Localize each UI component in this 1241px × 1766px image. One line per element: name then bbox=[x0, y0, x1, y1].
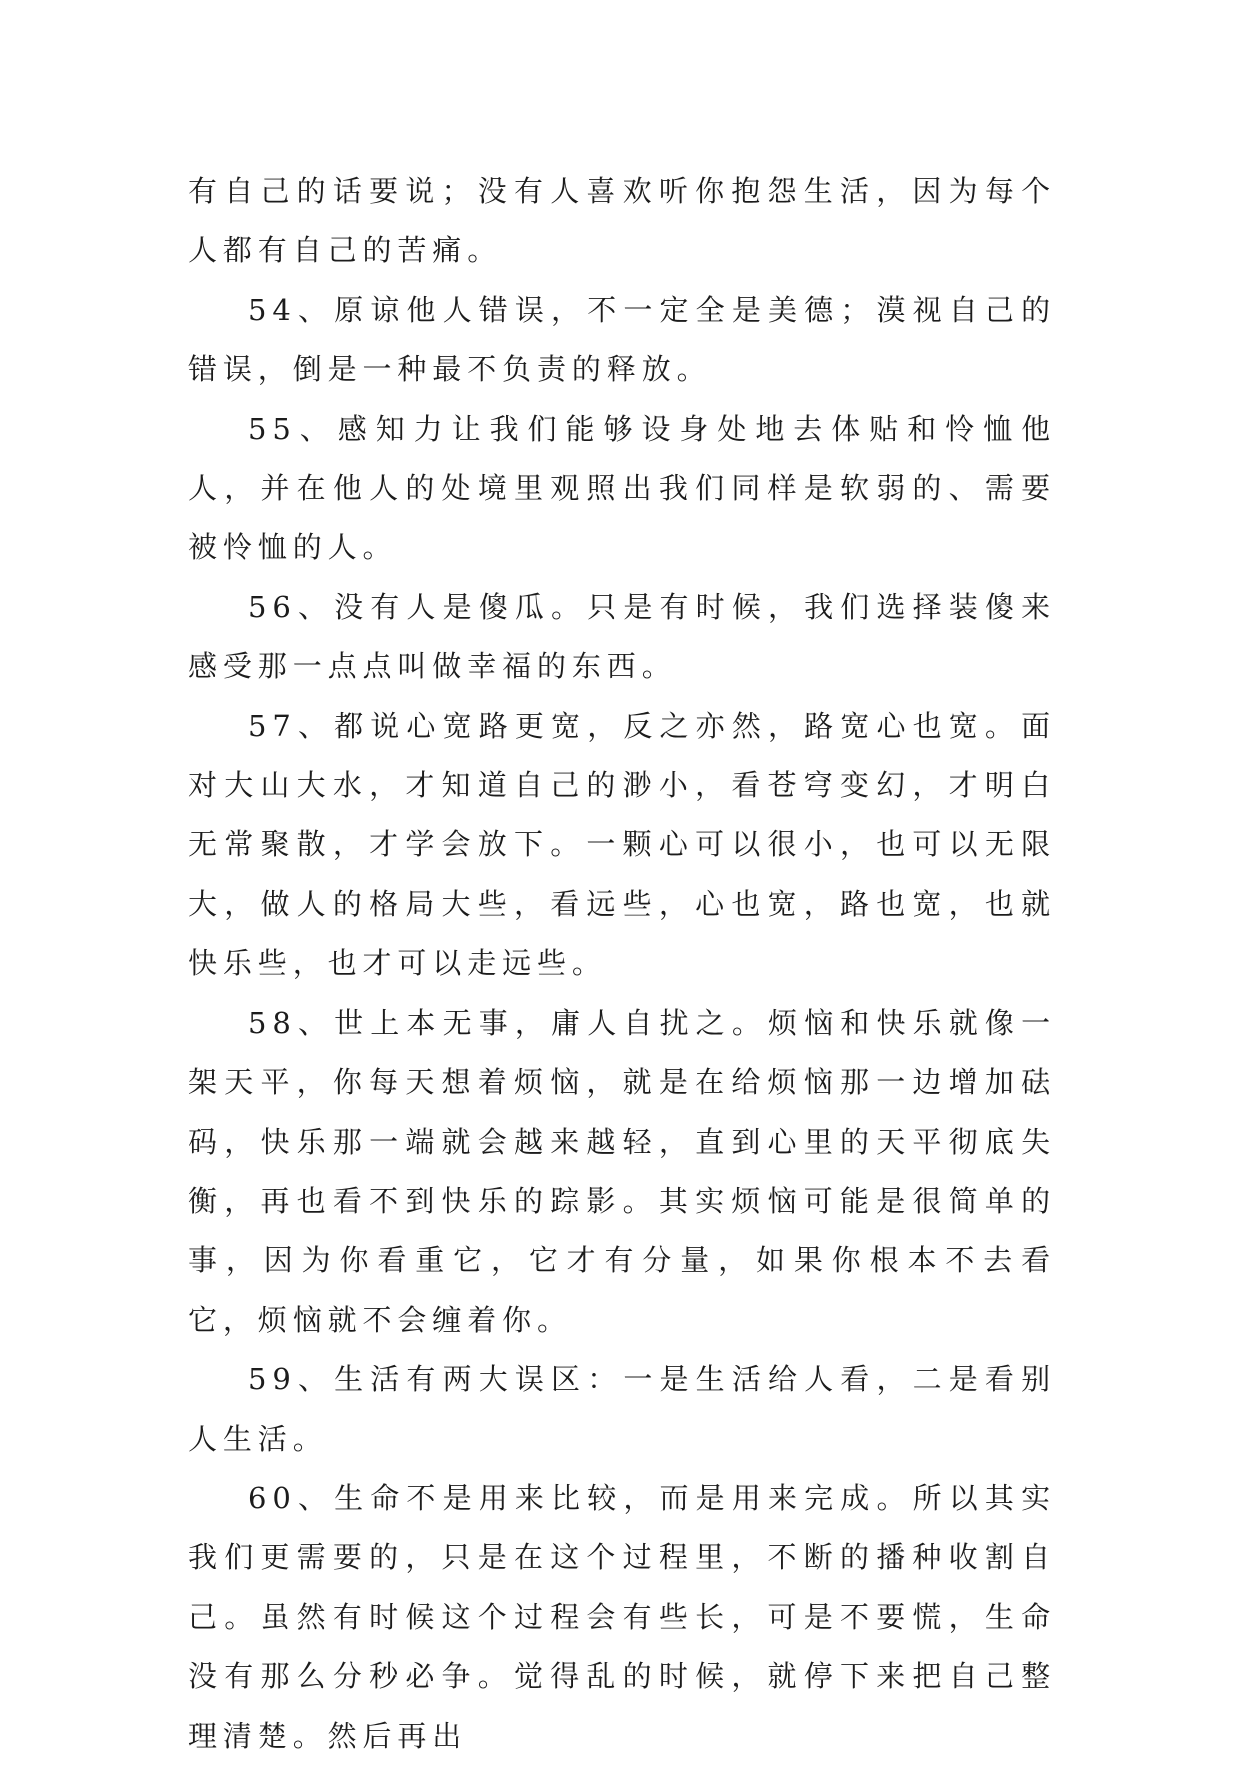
document-body bbox=[188, 162, 1056, 1766]
paragraph-58: 58、世上本无事，庸人自扰之。烦恼和快乐就像一架天平，你每天想着烦恼，就是在给烦恼那一边增加砝码，快乐那一端就会越来越轻，直到心里的天平彻底失衡，再也看不到快乐的踪影。其实烦恼可能是很简单的事，因为你看重它，它才有分量，如果你根本不去看它，烦恼就不会缠着你。 bbox=[188, 1005, 1056, 1337]
paragraph-54: 54、原谅他人错误，不一定全是美德；漠视自己的错误，倒是一种最不负责的释放。 bbox=[188, 292, 1056, 387]
paragraph-continued: 有自己的话要说；没有人喜欢听你抱怨生活，因为每个人都有自己的苦痛。 bbox=[188, 174, 1056, 268]
paragraph-59: 59、生活有两大误区：一是生活给人看，二是看别人生活。 bbox=[188, 1362, 1056, 1456]
paragraph-55: 55、感知力让我们能够设身处地去体贴和怜恤他人，并在他人的处境里观照出我们同样是软弱的、需要被怜恤的人。 bbox=[188, 411, 1056, 565]
paragraph-56: 56、没有人是傻瓜。只是有时候，我们选择装傻来感受那一点点叫做幸福的东西。 bbox=[188, 589, 1056, 684]
paragraph-57: 57、都说心宽路更宽，反之亦然，路宽心也宽。面对大山大水，才知道自己的渺小，看苍穹变幻，才明白无常聚散，才学会放下。一颗心可以很小，也可以无限大，做人的格局大些，看远些，心也宽，路也宽，也就快乐些，也才可以走远些。 bbox=[188, 708, 1056, 981]
paragraph-60: 60、生命不是用来比较，而是用来完成。所以其实我们更需要的，只是在这个过程里，不断的播种收割自己。虽然有时候这个过程会有些长，可是不要慌，生命没有那么分秒必争。觉得乱的时候，就停下来把自己整理清楚。然后再出 bbox=[188, 1480, 1056, 1753]
